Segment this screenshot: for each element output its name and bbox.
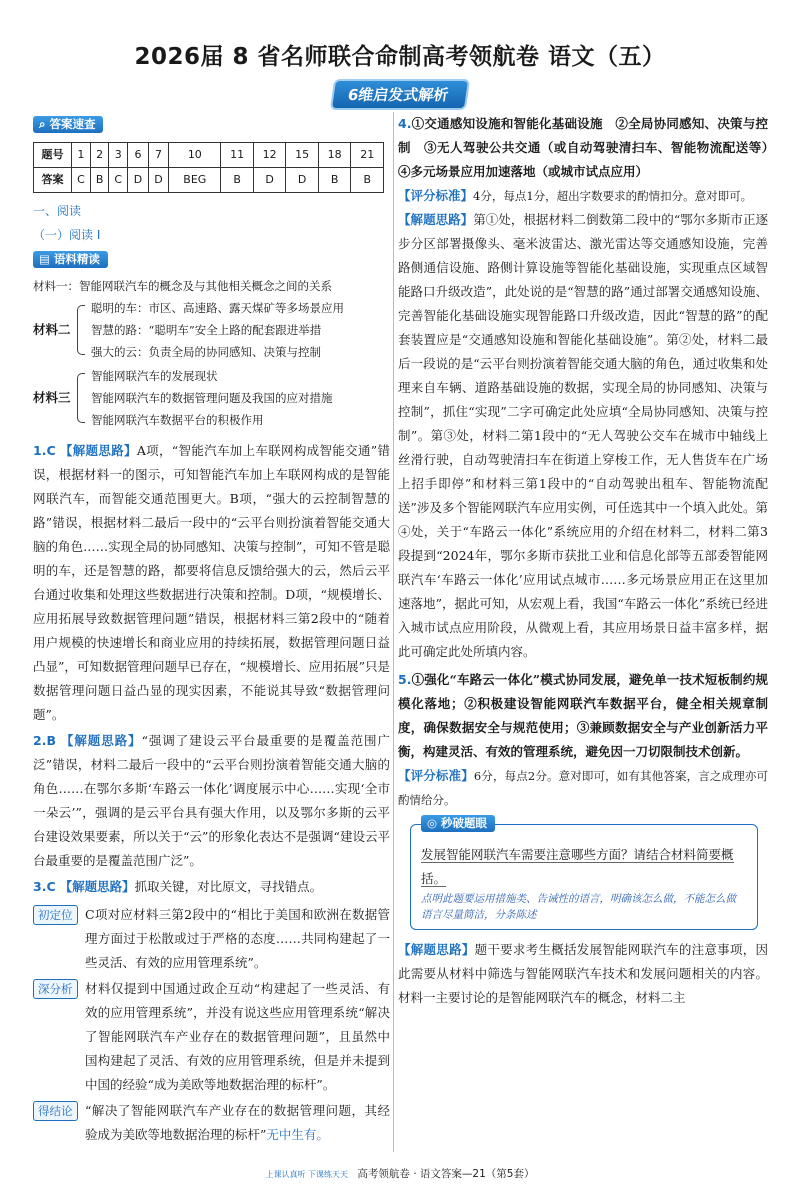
material2-item: 聪明的车：市区、高速路、露天煤矿等多场景应用 bbox=[91, 301, 344, 315]
row-label: 答案 bbox=[34, 168, 72, 193]
table-cell: D bbox=[253, 168, 286, 193]
question-number: 2.B bbox=[33, 733, 56, 748]
table-cell: 3 bbox=[109, 143, 128, 168]
table-cell: BEG bbox=[169, 168, 221, 193]
page-footer bbox=[0, 1166, 800, 1181]
question-5 bbox=[398, 668, 768, 812]
brace bbox=[77, 373, 85, 423]
left-column bbox=[33, 112, 390, 1149]
analysis-steps bbox=[33, 903, 390, 1147]
material2-item: 强大的云：负责全局的协同感知、决策与控制 bbox=[91, 345, 321, 359]
score-tag: 【评分标准】 bbox=[398, 188, 474, 203]
answer-key-tag: ⌕ 答案速查 bbox=[33, 116, 103, 133]
answer-text: ①交通感知设施和智能化基础设施 ②全局协同感知、决策与控制 ③无人驾驶公共交通（或自动驾驶清扫车、智能物流配送等） ④多元场景应用加速落地（或城市试点应用） bbox=[398, 116, 781, 179]
material2-item: 智慧的路：“聪明车”安全上路的配套跟进举措 bbox=[91, 323, 322, 337]
column-divider bbox=[393, 112, 394, 1152]
score-text: 4分，每点1分，超出字数要求的酌情扣分。意对即可。 bbox=[473, 189, 753, 203]
analysis-text: 题干要求考生概括发展智能网联汽车的注意事项，因此需要从材料中筛选与智能网联汽车技术和发展问题相关的内容。材料一主要讨论的是智能网联汽车的概念，材料二主 bbox=[398, 942, 768, 1005]
question-3 bbox=[33, 875, 390, 1147]
brace bbox=[77, 305, 85, 355]
reading-tag-label: 语料精读 bbox=[53, 252, 100, 266]
step-label: 深分析 bbox=[33, 979, 78, 999]
question-number: 3.C bbox=[33, 879, 56, 894]
material2-label: 材料二 bbox=[33, 322, 71, 337]
banner-label: 6维启发式解析 bbox=[332, 81, 468, 108]
table-cell: 1 bbox=[72, 143, 91, 168]
question-number: 1.C bbox=[33, 443, 56, 458]
table-cell: B bbox=[90, 168, 109, 193]
answer-key-table bbox=[33, 142, 384, 193]
table-cell: 12 bbox=[253, 143, 286, 168]
score-text: 6分，每点2分。意对即可，如有其他答案，言之成理亦可酌情给分。 bbox=[398, 769, 768, 807]
step-text: C项对应材料三第2段中的“相比于美国和欧洲在数据管理方面过于松散或过于严格的态度……共同构建起了一些灵活、有效的应用管理系统”。 bbox=[85, 907, 390, 970]
material1-line: 材料一：智能网联汽车的概念及与其他相关概念之间的关系 bbox=[33, 279, 332, 293]
question-number: 5. bbox=[398, 672, 412, 687]
tips-box bbox=[410, 816, 758, 930]
score-tag: 【评分标准】 bbox=[398, 768, 474, 783]
question-4 bbox=[398, 112, 781, 664]
question-2 bbox=[33, 729, 390, 873]
step-text: “解决了智能网联汽车产业存在的数据管理问题，其经验成为美欧等地数据治理的标杆” bbox=[85, 1103, 390, 1142]
table-cell: 15 bbox=[286, 143, 319, 168]
answer-row bbox=[34, 168, 384, 193]
tips-note: 点明此题要运用措施类、告诫性的语言，明确该怎么做，不能怎么做 bbox=[421, 893, 736, 905]
table-cell: D bbox=[286, 168, 319, 193]
material3-label: 材料三 bbox=[33, 390, 71, 405]
step-label: 得结论 bbox=[33, 1101, 78, 1121]
step-label: 初定位 bbox=[33, 905, 78, 925]
table-cell: D bbox=[128, 168, 149, 193]
analysis-tag: 【解题思路】 bbox=[59, 443, 137, 458]
table-cell: 7 bbox=[148, 143, 169, 168]
table-cell: B bbox=[221, 168, 254, 193]
answer-text: ①强化“车路云一体化”模式协同发展，避免单一技术短板制约规模化落地；②积极建设智能网联汽车数据平台，健全相关规章制度，确保数据安全与规范使用；③兼顾数据安全与产业创新活力平衡，构建灵活、有效的管理系统，避免因一刀切限制技术创新。 bbox=[398, 672, 768, 759]
tips-tag: ◎ 秒破题眼 bbox=[421, 815, 495, 832]
table-cell: 11 bbox=[221, 143, 254, 168]
table-cell: C bbox=[72, 168, 91, 193]
section-banner bbox=[0, 81, 800, 108]
table-cell: 2 bbox=[90, 143, 109, 168]
tips-question-text: 发展智能网联汽车需要注意哪些方面？请结合材料简要概括。 bbox=[421, 847, 734, 886]
step-conclude bbox=[33, 1099, 390, 1147]
footer-logo: 上课认真听 下课练天天 bbox=[265, 1169, 349, 1179]
table-cell: 21 bbox=[351, 143, 384, 168]
material3-item: 智能网联汽车的发展现状 bbox=[91, 369, 218, 383]
step-locate bbox=[33, 903, 390, 975]
analysis-text: A项，“智能汽车加上车联网构成智能交通”错误，根据材料一的图示，可知智能汽车加上车联网构成的是智能网联汽车，而智能交通范围更大。B项，“强大的云控制智慧的路”错误，根据材料二最后一段中的“云平台则扮演着智能交通大脑的角色……实现全局的协同感知、决策与控制”，可知不管是聪明的车，还是智慧的路，都要将信息反馈给强大的云，然后云平台通过收集和处理这些数据进行决策和控制。D项，“规模增长、应用拓展导致数据管理问题”错误，根据材料三第2段中的“随着用户规模的快速增长和商业应用的持续拓展，数据管理问题日益凸显”，可知数据管理问题早已存在，“规模增长、应用拓展”只是数据管理问题日益凸显的现实因素，不能说其导致“数据管理问题”。 bbox=[33, 443, 390, 722]
table-cell: 10 bbox=[169, 143, 221, 168]
table-cell: B bbox=[351, 168, 384, 193]
material3-item: 智能网联汽车数据平台的积极作用 bbox=[91, 413, 264, 427]
table-cell: D bbox=[148, 168, 169, 193]
right-column bbox=[398, 112, 781, 1010]
answer-key-tag-label: 答案速查 bbox=[49, 117, 96, 131]
table-cell: 6 bbox=[128, 143, 149, 168]
tips-question bbox=[421, 843, 747, 891]
question-1 bbox=[33, 439, 390, 727]
step-analyze bbox=[33, 977, 390, 1097]
analysis-tag: 【解题思路】 bbox=[59, 879, 135, 894]
step-conclusion: 无中生有。 bbox=[266, 1127, 329, 1142]
tips-note: 语言尽量简洁，分条陈述 bbox=[421, 909, 537, 921]
step-text: 材料仅提到中国通过政企互动“构建起了一些灵活、有效的应用管理系统”，并没有说这些应用管理系统“解决了智能网联汽车产业存在的数据管理问题”，且虽然中国构建起了灵活、有效的应用管理系统，但是并未提到中国的经验“成为美欧等地数据治理的标杆”。 bbox=[85, 981, 390, 1092]
sub-heading: （一）阅读 Ⅰ bbox=[33, 228, 101, 242]
question-number: 4. bbox=[398, 116, 412, 131]
analysis-intro: 抓取关键，对比原文，寻找错点。 bbox=[134, 879, 323, 894]
row-label: 题号 bbox=[34, 143, 72, 168]
question-number-row bbox=[34, 143, 384, 168]
footer-text: 高考领航卷 · 语文答案—21（第5套） bbox=[357, 1168, 535, 1180]
table-cell: 18 bbox=[318, 143, 351, 168]
analysis-tag: 【解题思路】 bbox=[398, 212, 474, 227]
question-5-analysis bbox=[398, 938, 768, 1010]
material-structure bbox=[33, 271, 390, 439]
analysis-tag: 【解题思路】 bbox=[398, 942, 475, 957]
analysis-text: “强调了建设云平台最重要的是覆盖范围广泛”错误，材料二最后一段中的“云平台则扮演着智能交通大脑的角色……在鄂尔多斯‘车路云一体化’调度展示中心……实现‘全市一朵云’”，强调的是云平台具有强大作用，以及鄂尔多斯的云平台建设效果要素，所以关于“云”的形象化表达不是强调“建设云平台最重要的是覆盖范围广泛”。 bbox=[33, 733, 390, 868]
table-cell: C bbox=[109, 168, 128, 193]
page-title: 2026届 8 省名师联合命制高考领航卷 语文（五） bbox=[134, 44, 666, 70]
material3-item: 智能网联汽车的数据管理问题及我国的应对措施 bbox=[91, 391, 333, 405]
reading-tag: ▤ 语料精读 bbox=[33, 251, 108, 268]
analysis-text: 第①处，根据材料二倒数第二段中的“鄂尔多斯市正逐步分区部署摄像头、毫米波雷达、激光雷达等交通感知设施，完善路侧通信设施、路侧计算设施等智能化基础设施，实现重点区域智能路口升级改造”，此处说的是“智慧的路”通过部署交通感知设施、完善智能化基础设施实现智能路口升级改造，因此“智慧的路”的配套装置应是“交通感知设施和智能化基础设施”。第②处，材料二最后一段说的是“云平台则扮演着智能交通大脑的角色，通过收集和处理来自车辆、道路基础设施的数据，实现全局的协同感知、决策与控制”，抓住“实现”二字可确定此处应填“全局协同感知、决策与控制”。第③处，材料二第1段中的“无人驾驶公交车在城市中轴线上丝滑行驶，自动驾驶清扫车在街道上穿梭工作，无人售货车在广场上招手即停”和材料三第1段中的“自动驾驶出租车、智能物流配送”涉及多个智能网联汽车应用实例，可任选其中一个填入此处。第④处，关于“车路云一体化”系统应用的介绍在材料二，材料二第3段提到“2024年，鄂尔多斯市获批工业和信息化部等五部委智能网联汽车‘车路云一体化’应用试点城市……多元场景应用正在这里加速落地”，据此可知，从宏观上看，我国“车路云一体化”系统已经进入城市试点应用阶段，从微观上看，其应用场景日益丰富多样，据此可确定此处所填内容。 bbox=[398, 212, 768, 659]
table-cell: B bbox=[318, 168, 351, 193]
section-heading: 一、阅读 bbox=[33, 204, 82, 218]
tips-tag-label: 秒破题眼 bbox=[441, 816, 488, 830]
analysis-tag: 【解题思路】 bbox=[60, 733, 142, 748]
